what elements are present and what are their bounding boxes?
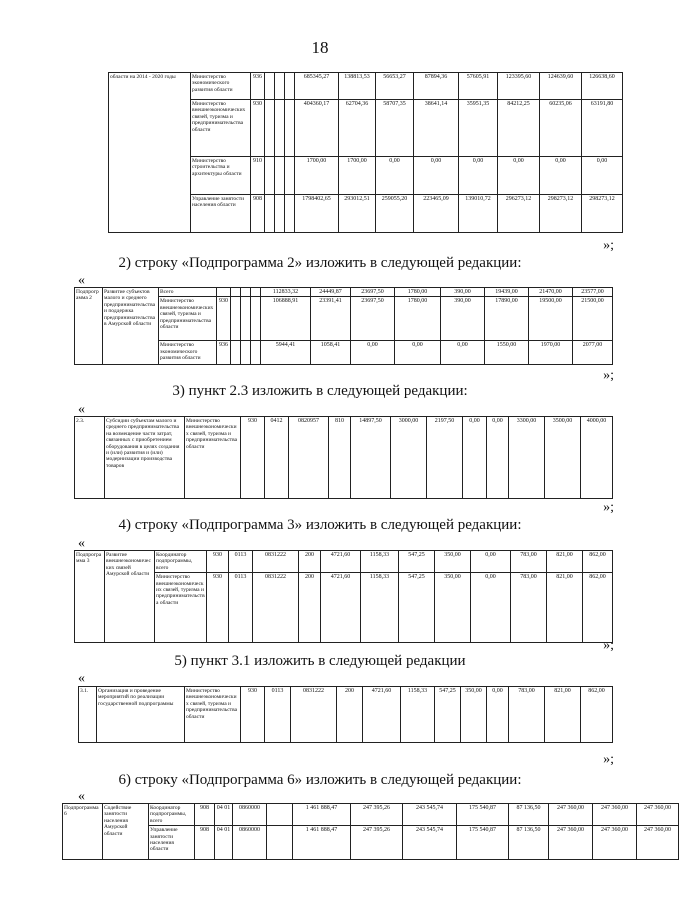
close-quote: »; — [603, 238, 614, 253]
page-number: 18 — [311, 38, 329, 57]
table-row: Министерство внешнеэкономических связей, туризма и предпринимательства области 930 0113 0831222 200 4721,60 1158,33 547,25 350,00 0,00 783,00 821,00 862,00 — [75, 573, 613, 643]
table-row: Министерство строительства и архитектуры области 910 1700,00 1700,00 0,00 0,00 0,00 0,00 0,00 0,00 — [109, 157, 623, 195]
heading-5: 5) пункт 3.1 изложить в следующей редакции — [174, 653, 466, 669]
heading-4: 4) строку «Подпрограмма 3» изложить в следующей редакции: — [118, 517, 522, 533]
open-quote: « — [78, 536, 85, 551]
table-subprogram-2 — [74, 287, 613, 365]
table-row: Министерство внешнеэкономических связей, туризма и предпринимательства области 930 106888,91 23391,41 23697,50 1780,00 390,00 17890,00 19500,00 21500,00 — [75, 297, 613, 341]
close-quote: »; — [603, 638, 614, 653]
table-row: Управление занятости населения области 908 1798402,65 293012,51 259055,20 223465,09 139010,72 296273,12 298273,12 298273,12 — [109, 195, 623, 233]
open-quote: « — [78, 789, 85, 804]
heading-6: 6) строку «Подпрограмма 6» изложить в следующей редакции: — [118, 772, 522, 788]
heading-2: 2) строку «Подпрограмма 2» изложить в следующей редакции: — [118, 255, 522, 271]
close-quote: »; — [603, 368, 614, 383]
program-cell: области на 2014 - 2020 годы — [109, 73, 191, 233]
open-quote: « — [78, 273, 85, 288]
table-row: Управление занятости населения области 908 04 01 0860000 1 461 888,47 247 395,26 243 545,74 175 540,87 87 136,50 247 360,00 247 360,00 247 360,00 — [63, 826, 679, 860]
table-row: Министерство экономического развития области 936 5944,41 1058,41 0,00 0,00 0,00 1550,00 1970,00 2077,00 — [75, 341, 613, 365]
table-continuation — [108, 72, 623, 233]
table-item-2-3 — [74, 416, 613, 499]
table-row: 2.3. Субсидии субъектам малого и среднего предпринимательства на возмещение части затрат, связанных с приобретением оборудования в целях создания и (или) развития и (или) модернизации производства товаров Министерство внешнеэкономических связей, туризма и предпринимательства области 930 0412 0820957 810 14897,50 3000,00 2197,50 0,00 0,00 3300,00 3500,00 4000,00 — [75, 417, 613, 499]
table-row: Подпрограмма 6 Содействие занятости населения Амурской области Координатор подпрограммы, всего 908 04 01 0860000 1 461 888,47 247 395,26 243 545,74 175 540,87 87 136,50 247 360,00 247 360,00 247 360,00 — [63, 804, 679, 826]
table-row: Подпрограмма 2 Развитие субъектов малого и среднего предпринимательства и поддержка предпринимательства в Амурской области Всего 112833,32 24449,87 23697,50 1780,00 390,00 19439,00 21470,00 23577,00 — [75, 288, 613, 297]
table-row: области на 2014 - 2020 годы Министерство экономического развития области 936 685345,27 138813,53 56653,27 87894,36 57605,91 123395,60 124639,60 126638,60 — [109, 73, 623, 100]
table-item-3-1 — [78, 686, 613, 743]
close-quote: »; — [603, 752, 614, 767]
table-row: Министерство внешнеэкономических связей, туризма и предпринимательства области 930 404360,17 62704,36 58707,35 38641,14 35951,35 84212,25 60235,06 63191,80 — [109, 100, 623, 157]
open-quote: « — [78, 671, 85, 686]
table-subprogram-6 — [62, 803, 679, 860]
table-row: Подпрограмма 3 Развитие внешнеэкономических связей Амурской области Координатор подпрограммы, всего 930 0113 0831222 200 4721,60 1158,33 547,25 350,00 0,00 783,00 821,00 862,00 — [75, 551, 613, 573]
heading-3: 3) пункт 2.3 изложить в следующей редакции: — [172, 383, 468, 399]
open-quote: « — [78, 402, 85, 417]
table-subprogram-3 — [74, 550, 613, 643]
table-row: 3.1. Организация и проведение мероприятий по реализации государственной подпрограммы Министерство внешнеэкономических связей, туризма и предпринимательства области 930 0113 0831222 200 4721,60 1158,33 547,25 350,00 0,00 783,00 821,00 862,00 — [79, 687, 613, 743]
close-quote: »; — [603, 500, 614, 515]
